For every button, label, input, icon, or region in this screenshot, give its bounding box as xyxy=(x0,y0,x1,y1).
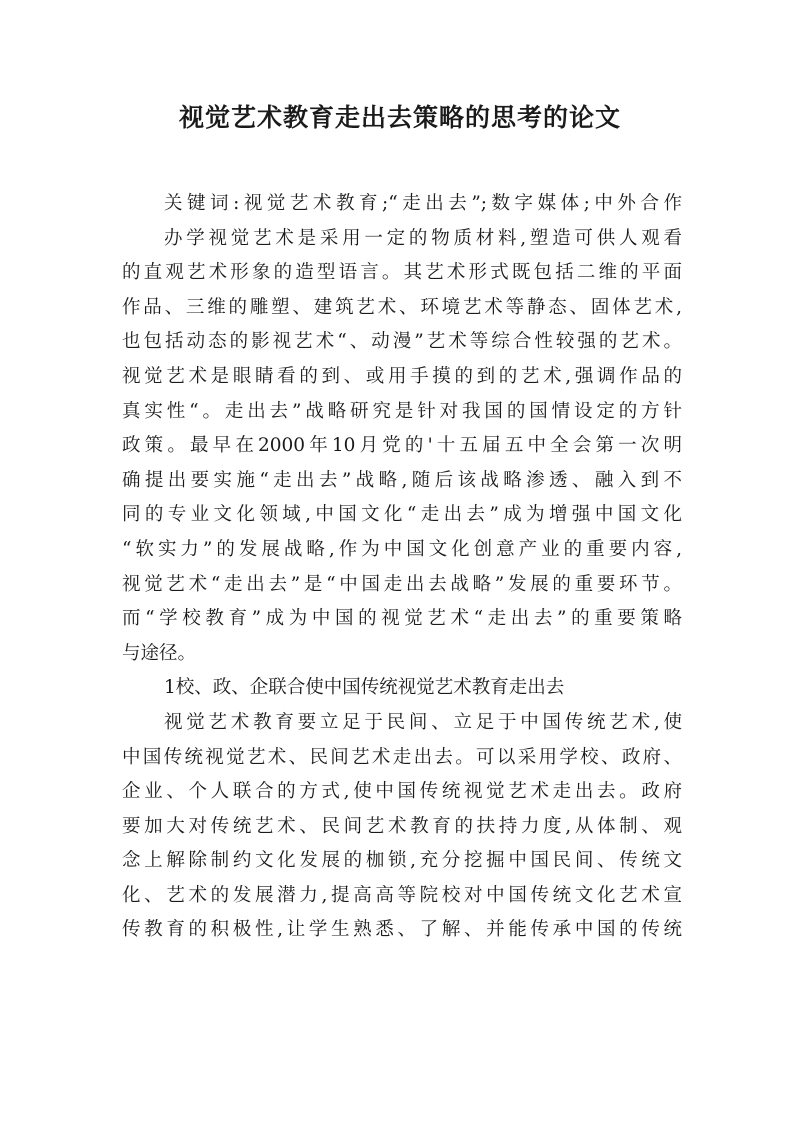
paragraph-line: 要加大对传统艺术、民间艺术教育的扶持力度,从体制、观 xyxy=(122,815,682,837)
paragraph-line: 企业、个人联合的方式,使中国传统视觉艺术走出去。政府 xyxy=(122,781,682,803)
paragraph-line: 的直观艺术形象的造型语言。其艺术形式既包括二维的平面 xyxy=(122,262,682,284)
paragraph-line: 传教育的积极性,让学生熟悉、了解、并能传承中国的传统 xyxy=(122,919,682,941)
paragraph-line: 同的专业文化领域,中国文化“走出去”成为增强中国文化 xyxy=(122,504,682,526)
paragraph-line: 中国传统视觉艺术、民间艺术走出去。可以采用学校、政府、 xyxy=(122,746,682,768)
paragraph-line: 作品、三维的雕塑、建筑艺术、环境艺术等静态、固体艺术, xyxy=(122,296,682,318)
paragraph-line: “软实力”的发展战略,作为中国文化创意产业的重要内容, xyxy=(122,538,682,560)
paragraph-line: 视觉艺术教育要立足于民间、立足于中国传统艺术,使 xyxy=(164,711,682,733)
paragraph-line: 念上解除制约文化发展的枷锁,充分挖掘中国民间、传统文 xyxy=(122,850,682,872)
keywords-line: 关键词:视觉艺术教育;“走出去”;数字媒体;中外合作 xyxy=(164,193,682,214)
paragraph-line: 化、艺术的发展潜力,提高高等院校对中国传统文化艺术宣 xyxy=(122,884,682,906)
section-heading: 1校、政、企联合使中国传统视觉艺术教育走出去 xyxy=(164,677,565,699)
paragraph-line: 确提出要实施“走出去”战略,随后该战略渗透、融入到不 xyxy=(122,469,682,491)
paragraph-line: 而“学校教育”成为中国的视觉艺术“走出去”的重要策略 xyxy=(122,608,682,630)
paragraph-line: 视觉艺术是眼睛看的到、或用手摸的到的艺术,强调作品的 xyxy=(122,365,682,387)
document-title: 视觉艺术教育走出去策略的思考的论文 xyxy=(178,103,621,132)
document-body xyxy=(122,187,682,948)
paragraph-line: 政策。最早在2000年10月党的'十五届五中全会第一次明 xyxy=(122,435,682,457)
paragraph-line: 真实性“。走出去”战略研究是针对我国的国情设定的方针 xyxy=(122,400,682,422)
paragraph-line: 视觉艺术“走出去”是“中国走出去战略”发展的重要环节。 xyxy=(122,573,682,595)
paragraph-line: 与途径。 xyxy=(122,642,197,664)
paragraph-line: 也包括动态的影视艺术“、动漫”艺术等综合性较强的艺术。 xyxy=(122,331,682,353)
paragraph-line: 办学视觉艺术是采用一定的物质材料,塑造可供人观看 xyxy=(164,227,682,249)
